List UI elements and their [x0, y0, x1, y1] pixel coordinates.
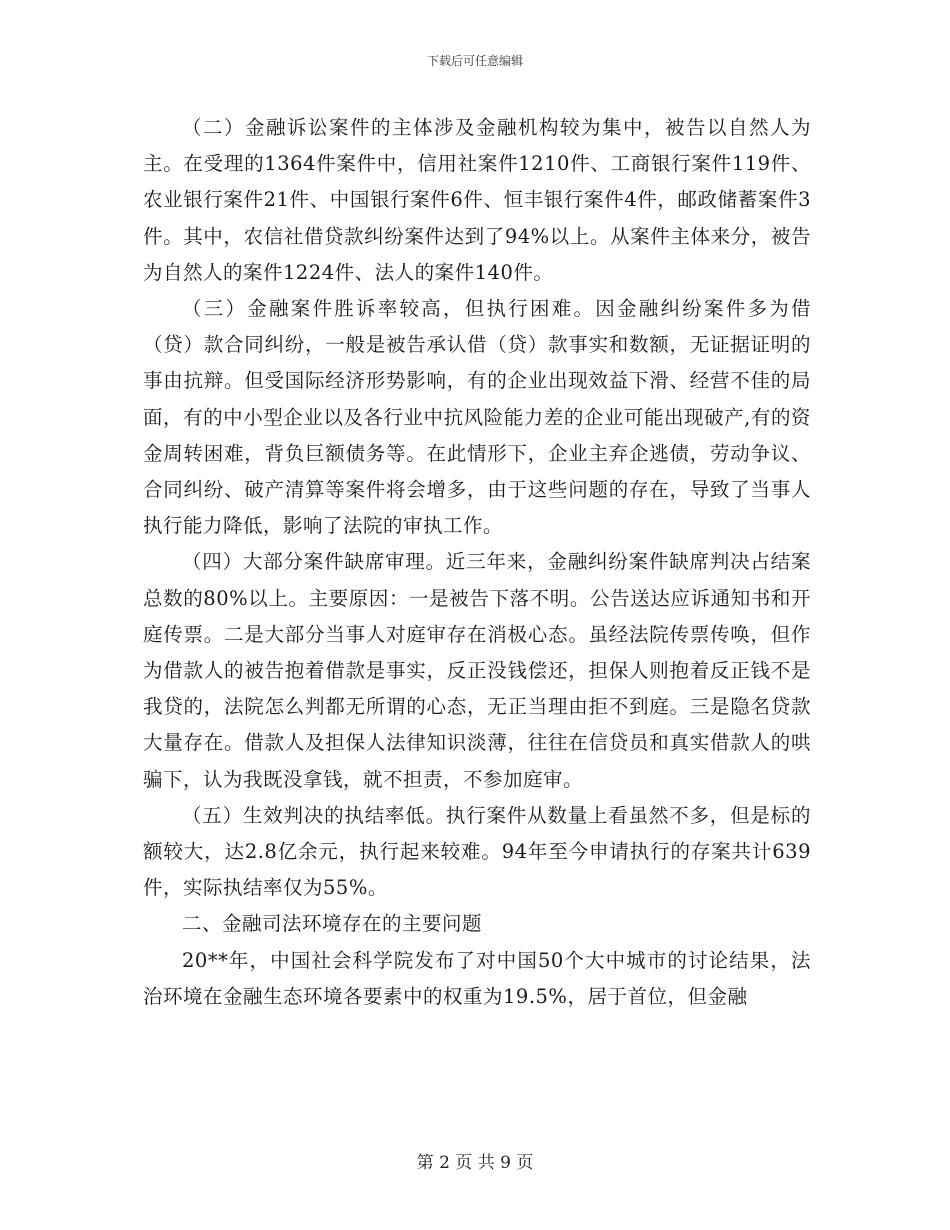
page-header: 下载后可任意编辑: [426, 54, 523, 68]
page-number: 第 2 页 共 9 页: [416, 1153, 534, 1173]
document-body: [143, 110, 811, 1015]
paragraph-2: （二）金融诉讼案件的主体涉及金融机构较为集中，被告以自然人为主。在受理的1364件案件中，信用社案件1210件、工商银行案件119件、农业银行案件21件、中国银行案件6件、恒丰银行案件4件，邮政储蓄案件3件。其中，农信社借贷款纠纷案件达到了94%以上。从案件主体来分，被告为自然人的案件1224件、法人的案件140件。: [143, 116, 811, 284]
paragraph-3: （三）金融案件胜诉率较高，但执行困难。因金融纠纷案件多为借（贷）款合同纠纷，一般是被告承认借（贷）款事实和数额，无证据证明的事由抗辩。但受国际经济形势影响，有的企业出现效益下滑、经营不佳的局面，有的中小型企业以及各行业中抗风险能力差的企业可能出现破产,有的资金周转困难，背负巨额债务等。在此情形下，企业主弃企逃债，劳动争议、合同纠纷、破产清算等案件将会增多，由于这些问题的存在，导致了当事人执行能力降低，影响了法院的审执工作。: [143, 297, 811, 538]
paragraph-4: （四）大部分案件缺席审理。近三年来，金融纠纷案件缺席判决占结案总数的80%以上。主要原因：一是被告下落不明。公告送达应诉通知书和开庭传票。二是大部分当事人对庭审存在消极心态。虽经法院传票传唤，但作为借款人的被告抱着借款是事实，反正没钱偿还，担保人则抱着反正钱不是我贷的，法院怎么判都无所谓的心态，无正当理由拒不到庭。三是隐名贷款大量存在。借款人及担保人法律知识淡薄，往往在信贷员和真实借款人的哄骗下，认为我既没拿钱，就不担责，不参加庭审。: [143, 550, 811, 791]
paragraph-section-intro: 20**年，中国社会科学院发布了对中国50个大中城市的讨论结果，法治环境在金融生态环境各要素中的权重为19.5%，居于首位，但金融: [143, 948, 811, 1008]
paragraph-5: （五）生效判决的执结率低。执行案件从数量上看虽然不多，但是标的额较大，达2.8亿余元，执行起来较难。94年至今申请执行的存案共计639件，实际执结率仅为55%。: [143, 803, 811, 900]
section-heading: 二、金融司法环境存在的主要问题: [182, 912, 483, 936]
